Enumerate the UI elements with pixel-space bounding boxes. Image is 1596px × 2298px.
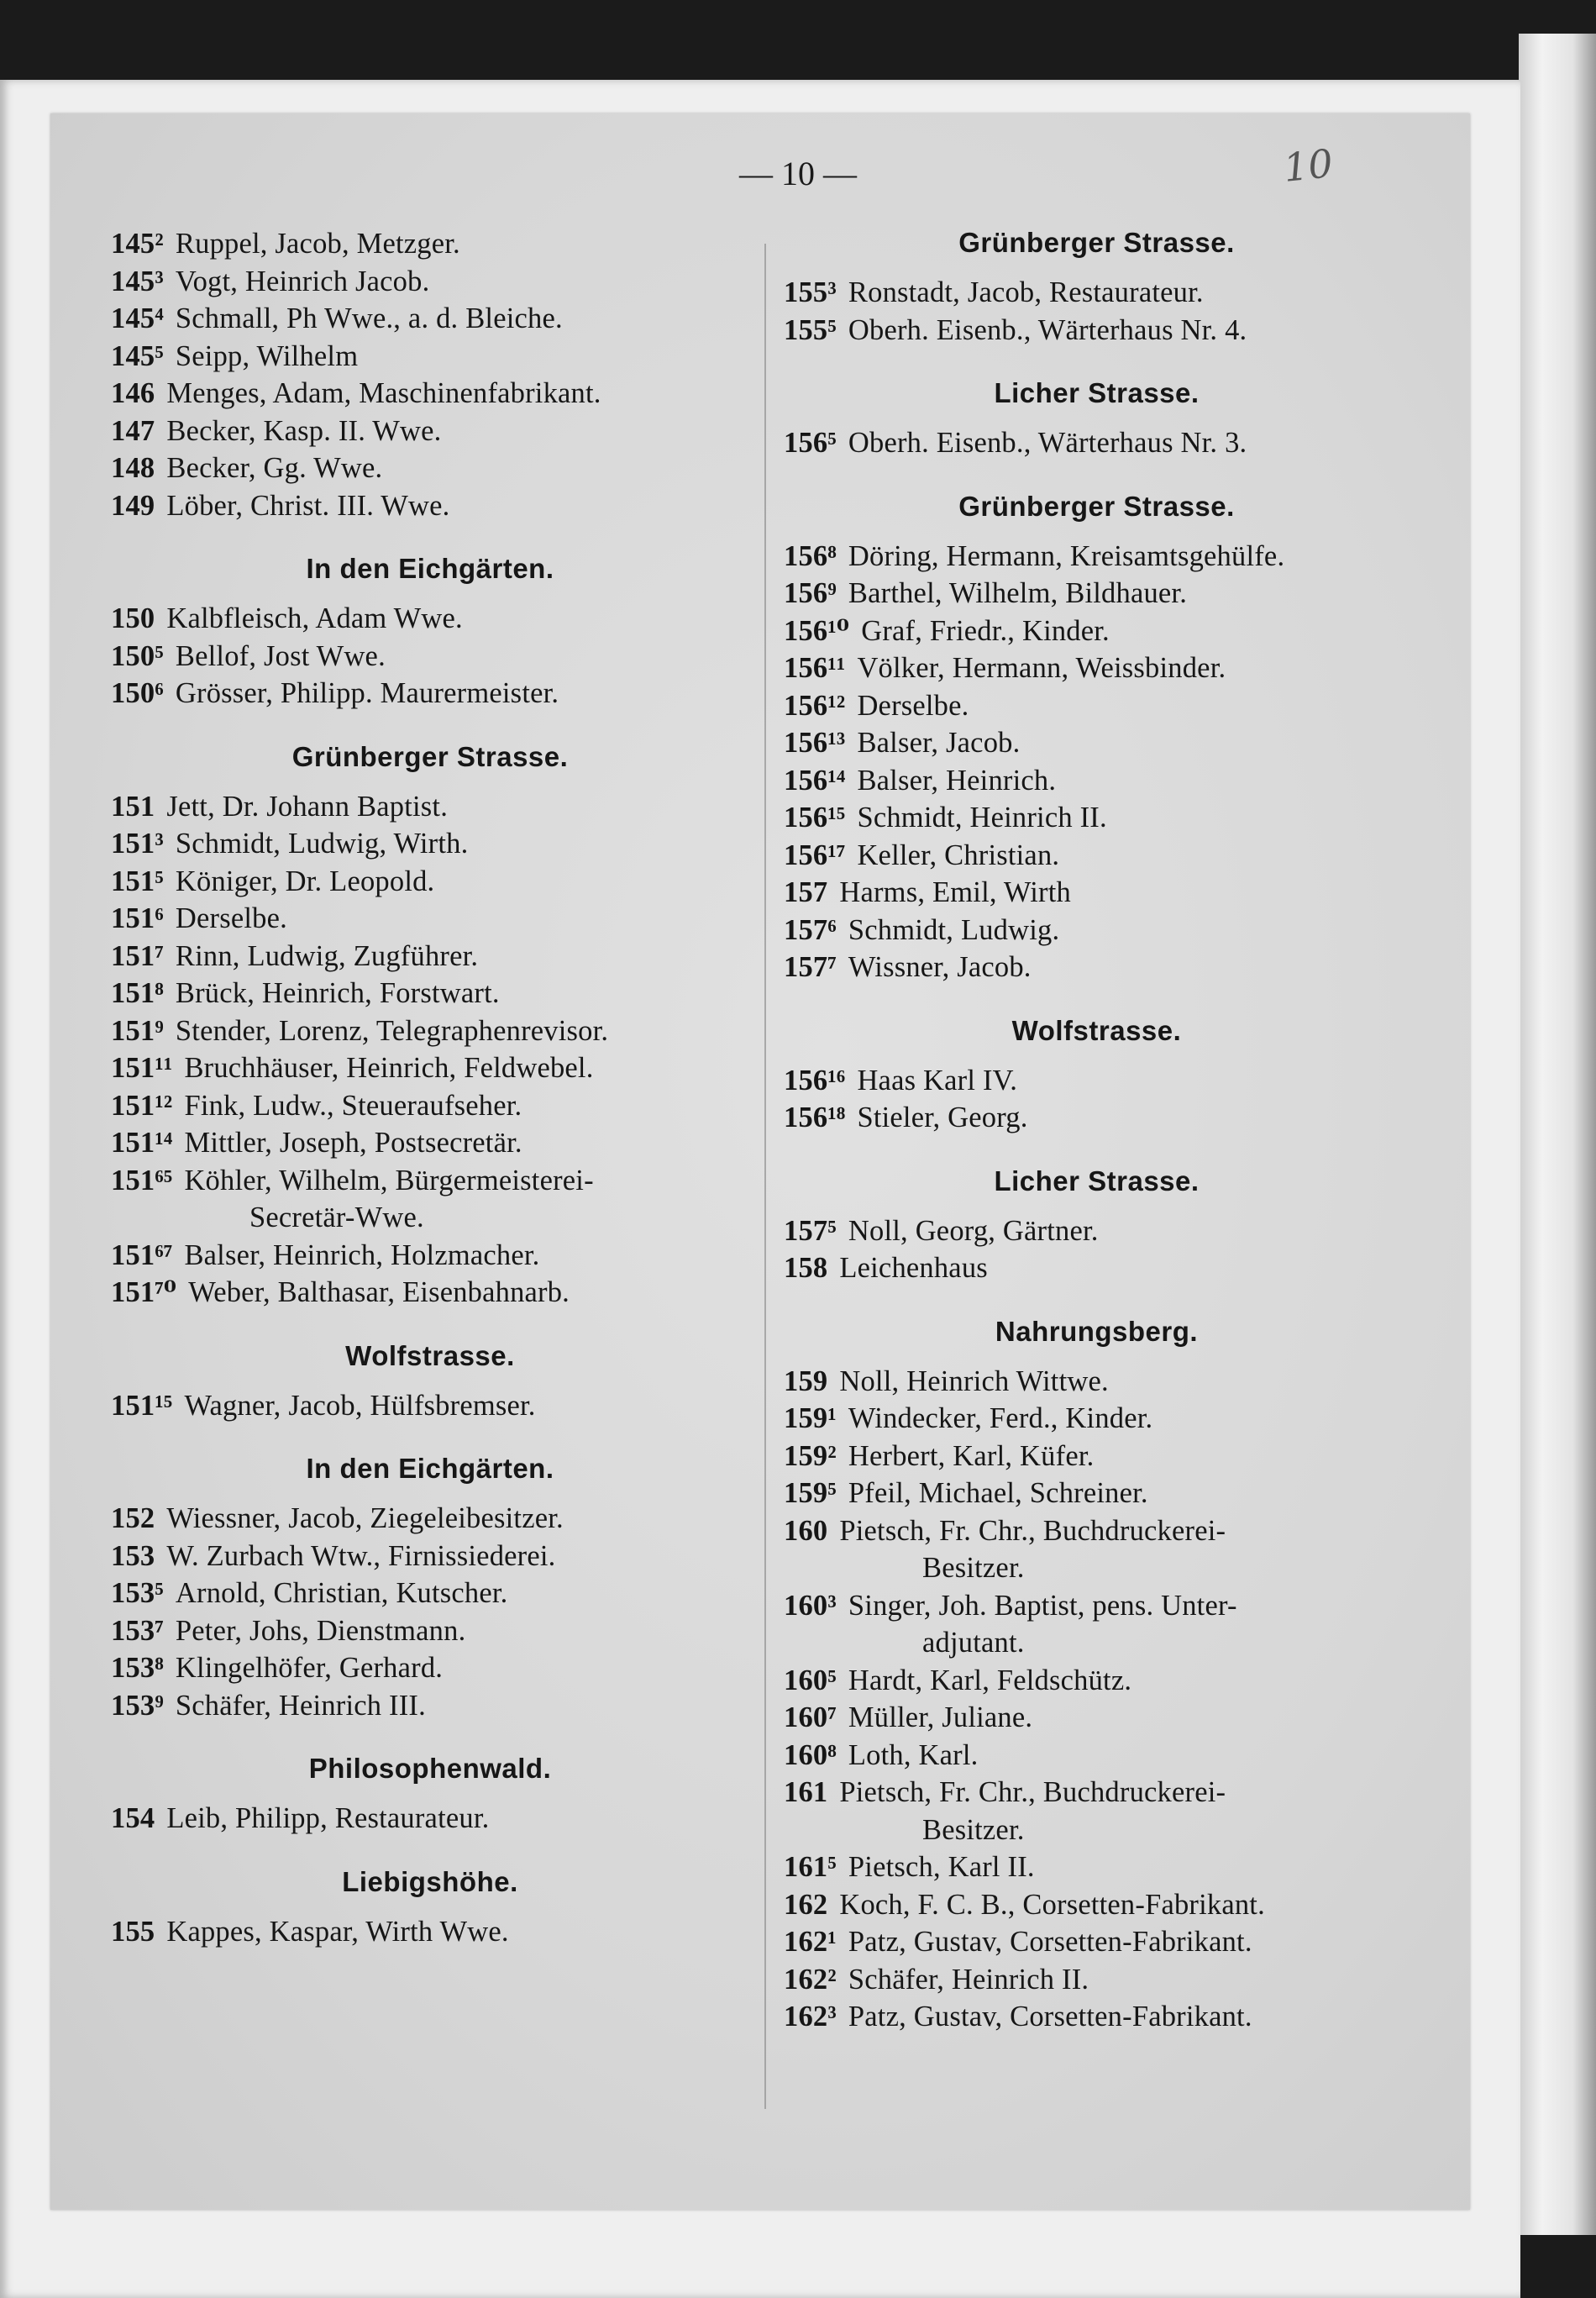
resident-text: W. Zurbach Wtw., Firnissiederei. [166, 1539, 556, 1572]
house-number: 159² [784, 1439, 837, 1472]
left-column [111, 225, 749, 1950]
directory-entry [111, 1237, 749, 1275]
house-number: 145² [111, 228, 164, 260]
house-number: 156¹⁷ [784, 839, 846, 871]
resident-text: Bellof, Jost Wwe. [175, 639, 386, 672]
directory-entry [111, 450, 749, 487]
directory-entry [784, 1737, 1410, 1775]
resident-text: Oberh. Eisenb., Wärterhaus Nr. 4. [848, 313, 1247, 346]
resident-text: Singer, Joh. Baptist, pens. Unter- [848, 1589, 1237, 1622]
directory-entry [784, 912, 1410, 949]
house-number: 147 [111, 414, 155, 447]
directory-entry [784, 687, 1410, 725]
house-number: 155⁵ [784, 313, 837, 346]
directory-entry [784, 1848, 1410, 1886]
resident-text: Hardt, Karl, Feldschütz. [848, 1664, 1132, 1696]
resident-text: Rinn, Ludwig, Zugführer. [175, 939, 479, 972]
directory-entry [111, 263, 749, 301]
directory-entry [111, 1500, 749, 1538]
directory-entry [111, 1387, 749, 1425]
directory-entry [111, 1575, 749, 1612]
house-number: 150 [111, 602, 155, 634]
directory-entry [111, 638, 749, 676]
resident-text: Döring, Hermann, Kreisamtsgehülfe. [848, 539, 1285, 572]
resident-text: Derselbe. [857, 689, 969, 722]
directory-entry [784, 874, 1410, 912]
directory-entry [111, 487, 749, 525]
house-number: 156⁹ [784, 577, 837, 609]
column-divider [764, 244, 766, 2109]
resident-text: Bruchhäuser, Heinrich, Feldwebel. [184, 1052, 594, 1084]
house-number: 153⁸ [111, 1652, 164, 1684]
resident-text: Loth, Karl. [848, 1738, 979, 1771]
street-heading: Nahrungsberg. [995, 1315, 1199, 1347]
directory-entry [111, 338, 749, 376]
directory-entry [111, 300, 749, 338]
directory-entry [784, 1512, 1410, 1550]
house-number: 161 [784, 1776, 828, 1808]
resident-text: Stender, Lorenz, Telegraphenrevisor. [175, 1014, 609, 1047]
directory-entry [111, 975, 749, 1012]
resident-text: Leib, Philipp, Restaurateur. [166, 1802, 490, 1834]
resident-text: Stieler, Georg. [857, 1102, 1028, 1133]
house-number: 157⁵ [784, 1214, 837, 1247]
directory-entry [111, 788, 749, 826]
directory-entry [784, 1249, 1410, 1287]
directory-entry [111, 600, 749, 638]
resident-text: Barthel, Wilhelm, Bildhauer. [848, 577, 1188, 609]
directory-entry [111, 1274, 749, 1312]
resident-text: Klingelhöfer, Gerhard. [175, 1652, 444, 1684]
directory-entry [784, 762, 1410, 800]
directory-entry [784, 799, 1410, 837]
resident-text: Schmidt, Heinrich II. [857, 802, 1107, 833]
resident-text: Pietsch, Karl II. [848, 1851, 1035, 1883]
resident-text: Schäfer, Heinrich II. [848, 1963, 1089, 1996]
house-number: 160⁸ [784, 1738, 837, 1771]
directory-entry [111, 1612, 749, 1650]
resident-text: Balser, Heinrich, Holzmacher. [184, 1238, 540, 1271]
directory-entry [111, 675, 749, 713]
street-heading: In den Eichgärten. [306, 553, 554, 584]
resident-text: Grösser, Philipp. Maurermeister. [175, 677, 559, 709]
directory-entry [784, 1062, 1410, 1100]
directory-entry [784, 724, 1410, 762]
resident-text: Vogt, Heinrich Jacob. [175, 265, 430, 297]
directory-entry [111, 1649, 749, 1687]
house-number: 153⁷ [111, 1614, 164, 1647]
directory-entry [784, 1774, 1410, 1812]
house-number: 154 [111, 1802, 155, 1834]
resident-text: adjutant. [922, 1627, 1025, 1659]
directory-entry [111, 1162, 749, 1200]
directory-entry [111, 1012, 749, 1050]
resident-text: Patz, Gustav, Corsetten-Fabrikant. [848, 1926, 1252, 1958]
house-number: 145⁵ [111, 339, 164, 372]
house-number: 150⁶ [111, 677, 164, 709]
house-number: 156¹¹ [784, 652, 846, 684]
page-number: — 10 — [739, 155, 857, 192]
resident-text: Graf, Friedr., Kinder. [861, 614, 1110, 647]
resident-text: Schmidt, Ludwig, Wirth. [175, 828, 469, 860]
directory-entry [784, 1886, 1410, 1924]
resident-text: Patz, Gustav, Corsetten-Fabrikant. [848, 2001, 1252, 2032]
house-number: 160⁵ [784, 1664, 837, 1696]
house-number: 151⁵ [111, 865, 164, 897]
resident-text: Balser, Jacob. [857, 727, 1021, 759]
resident-text: Derselbe. [175, 902, 287, 934]
directory-entry [784, 424, 1410, 462]
house-number: 156¹³ [784, 727, 846, 759]
resident-text: Jett, Dr. Johann Baptist. [166, 790, 449, 823]
resident-text: Löber, Christ. III. Wwe. [166, 489, 450, 522]
house-number: 159 [784, 1365, 828, 1397]
street-heading: Grünberger Strasse. [958, 490, 1235, 522]
house-number: 155 [111, 1915, 155, 1948]
street-heading: Wolfstrasse. [345, 1339, 515, 1371]
directory-entry [784, 1438, 1410, 1475]
directory-entry [784, 649, 1410, 687]
house-number: 156¹⁴ [784, 764, 846, 797]
house-number: 151⁶⁵ [111, 1164, 173, 1196]
house-number: 159⁵ [784, 1477, 837, 1509]
resident-text: Besitzer. [922, 1552, 1025, 1584]
house-number: 151³ [111, 828, 164, 860]
street-heading: Licher Strasse. [994, 1165, 1200, 1196]
directory-entry [111, 1049, 749, 1087]
directory-entry [111, 1538, 749, 1575]
directory-entry [111, 863, 749, 901]
street-heading: In den Eichgärten. [306, 1453, 554, 1484]
house-number: 156⁸ [784, 539, 837, 572]
entry-continuation [784, 1624, 1410, 1662]
house-number: 155³ [784, 276, 837, 308]
house-number: 146 [111, 377, 155, 409]
house-number: 157⁷ [784, 951, 837, 983]
resident-text: Ronstadt, Jacob, Restaurateur. [848, 276, 1204, 308]
resident-text: Wiessner, Jacob, Ziegeleibesitzer. [166, 1502, 564, 1534]
directory-entry [111, 825, 749, 863]
directory-entry [784, 1998, 1410, 2036]
house-number: 153⁹ [111, 1689, 164, 1722]
resident-text: Mittler, Joseph, Postsecretär. [184, 1127, 522, 1159]
resident-text: Ruppel, Jacob, Metzger. [175, 228, 460, 260]
directory-entry [784, 1587, 1410, 1625]
right-column [784, 225, 1410, 2036]
street-heading: Wolfstrasse. [1011, 1014, 1182, 1046]
directory-entry [111, 413, 749, 450]
house-number: 151⁶⁷ [111, 1238, 173, 1271]
resident-text: Secretär-Wwe. [249, 1202, 424, 1233]
house-number: 156⁵ [784, 427, 837, 459]
entry-continuation [111, 1199, 749, 1237]
house-number: 151¹⁴ [111, 1127, 173, 1159]
house-number: 150⁵ [111, 639, 164, 672]
house-number: 157⁶ [784, 913, 837, 946]
street-heading: Grünberger Strasse. [958, 227, 1235, 258]
house-number: 158 [784, 1252, 828, 1284]
resident-text: Windecker, Ferd., Kinder. [848, 1402, 1153, 1434]
street-heading: Philosophenwald. [308, 1753, 552, 1784]
resident-text: Pietsch, Fr. Chr., Buchdruckerei- [839, 1514, 1226, 1547]
directory-entry [784, 1961, 1410, 1999]
resident-text: Pietsch, Fr. Chr., Buchdruckerei- [839, 1776, 1226, 1808]
resident-text: Balser, Heinrich. [857, 764, 1057, 797]
street-heading: Grünberger Strasse. [291, 740, 569, 772]
resident-text: Becker, Gg. Wwe. [166, 452, 383, 484]
house-number: 156¹⁵ [784, 802, 846, 833]
house-number: 151 [111, 790, 155, 823]
resident-text: Wagner, Jacob, Hülfsbremser. [184, 1389, 536, 1422]
house-number: 151⁶ [111, 902, 164, 934]
house-number: 151⁷ [111, 939, 164, 972]
resident-text: Peter, Johs, Dienstmann. [175, 1614, 466, 1647]
resident-text: Arnold, Christian, Kutscher. [175, 1577, 508, 1609]
directory-entry [784, 1363, 1410, 1401]
house-number: 151⁷⁰ [111, 1276, 177, 1308]
street-heading: Liebigshöhe. [342, 1865, 518, 1897]
resident-text: Völker, Hermann, Weissbinder. [857, 652, 1226, 684]
house-number: 153 [111, 1539, 155, 1572]
resident-text: Noll, Georg, Gärtner. [848, 1214, 1099, 1247]
directory-entry [784, 575, 1410, 613]
resident-text: Noll, Heinrich Wittwe. [839, 1365, 1109, 1397]
resident-text: Wissner, Jacob. [848, 951, 1032, 983]
directory-entry [111, 1800, 749, 1838]
resident-text: Köhler, Wilhelm, Bürgermeisterei- [184, 1164, 594, 1196]
directory-entry [784, 312, 1410, 350]
resident-text: Schmidt, Ludwig. [848, 913, 1060, 946]
directory-entry [111, 375, 749, 413]
house-number: 151¹⁵ [111, 1389, 173, 1422]
resident-text: Kappes, Kaspar, Wirth Wwe. [166, 1915, 509, 1948]
directory-entry [784, 1699, 1410, 1737]
resident-text: Becker, Kasp. II. Wwe. [166, 414, 442, 447]
house-number: 151⁸ [111, 977, 164, 1009]
resident-text: Koch, F. C. B., Corsetten-Fabrikant. [839, 1888, 1265, 1921]
directory-entry [111, 1913, 749, 1951]
house-number: 151⁹ [111, 1014, 164, 1047]
house-number: 162¹ [784, 1926, 837, 1958]
directory-entry [784, 1212, 1410, 1250]
house-number: 156¹⁸ [784, 1102, 846, 1133]
resident-text: Pfeil, Michael, Schreiner. [848, 1477, 1148, 1509]
house-number: 151¹¹ [111, 1052, 173, 1084]
directory-entry [784, 274, 1410, 312]
house-number: 159¹ [784, 1402, 837, 1434]
resident-text: Menges, Adam, Maschinenfabrikant. [166, 377, 601, 409]
resident-text: Keller, Christian. [857, 839, 1060, 871]
street-heading: Licher Strasse. [994, 377, 1200, 408]
directory-entry [784, 837, 1410, 875]
resident-text: Besitzer. [922, 1813, 1025, 1846]
directory-entry [784, 613, 1410, 650]
house-number: 160 [784, 1514, 828, 1547]
resident-text: Fink, Ludw., Steueraufseher. [184, 1089, 522, 1122]
resident-text: Oberh. Eisenb., Wärterhaus Nr. 3. [848, 427, 1247, 459]
house-number: 156¹² [784, 689, 846, 722]
directory-entry [111, 225, 749, 263]
resident-text: Müller, Juliane. [848, 1701, 1033, 1733]
house-number: 153⁵ [111, 1577, 164, 1609]
resident-text: Seipp, Wilhelm [175, 339, 359, 372]
directory-entry [784, 538, 1410, 576]
house-number: 145³ [111, 265, 164, 297]
directory-entry [111, 938, 749, 975]
house-number: 157 [784, 876, 828, 908]
house-number: 162³ [784, 2001, 837, 2032]
directory-entry [111, 1124, 749, 1162]
house-number: 160⁷ [784, 1701, 837, 1733]
directory-entry [784, 1099, 1410, 1137]
resident-text: Schmall, Ph Wwe., a. d. Bleiche. [175, 302, 563, 334]
resident-text: Kalbfleisch, Adam Wwe. [166, 602, 463, 634]
binder-edge [1519, 34, 1596, 2235]
house-number: 145⁴ [111, 302, 164, 334]
resident-text: Schäfer, Heinrich III. [175, 1689, 426, 1722]
house-number: 160³ [784, 1589, 837, 1622]
resident-text: Weber, Balthasar, Eisenbahnarb. [188, 1276, 570, 1308]
house-number: 151¹² [111, 1089, 173, 1122]
house-number: 156¹⁰ [784, 614, 850, 647]
resident-text: Königer, Dr. Leopold. [175, 865, 435, 897]
resident-text: Brück, Heinrich, Forstwart. [175, 977, 500, 1009]
house-number: 161⁵ [784, 1851, 837, 1883]
directory-entry [784, 1475, 1410, 1512]
house-number: 156¹⁶ [784, 1064, 846, 1096]
directory-entry [784, 1400, 1410, 1438]
handwritten-page-number: 10 [1281, 140, 1336, 191]
entry-continuation [784, 1549, 1410, 1587]
resident-text: Herbert, Karl, Küfer. [848, 1439, 1095, 1472]
house-number: 148 [111, 452, 155, 484]
house-number: 162 [784, 1888, 828, 1921]
house-number: 162² [784, 1963, 837, 1996]
resident-text: Leichenhaus [839, 1252, 988, 1284]
entry-continuation [784, 1812, 1410, 1849]
resident-text: Haas Karl IV. [857, 1064, 1018, 1096]
resident-text: Harms, Emil, Wirth [839, 876, 1071, 908]
directory-entry [784, 1662, 1410, 1700]
house-number: 152 [111, 1502, 155, 1534]
directory-entry [784, 1923, 1410, 1961]
directory-entry [111, 1087, 749, 1125]
directory-entry [111, 900, 749, 938]
house-number: 149 [111, 489, 155, 522]
directory-entry [784, 949, 1410, 986]
directory-entry [111, 1687, 749, 1725]
